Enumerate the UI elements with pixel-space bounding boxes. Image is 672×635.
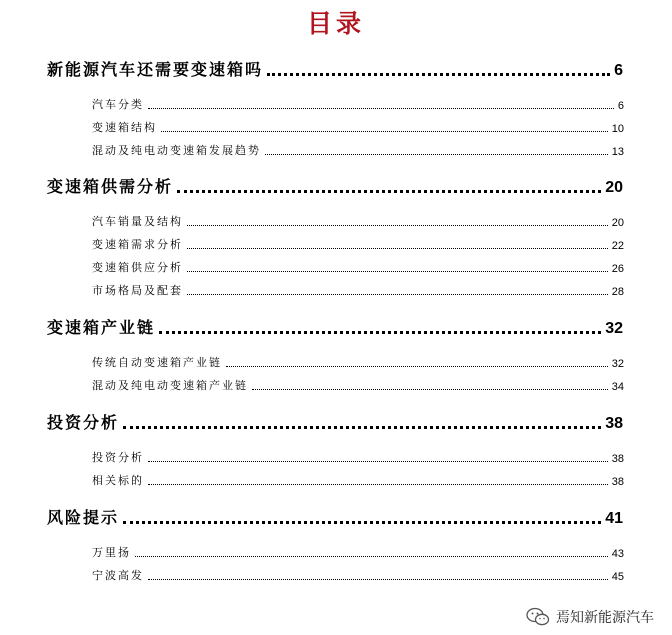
item-page: 28 [611, 286, 624, 298]
item-page: 20 [611, 217, 624, 229]
dot-leader [148, 107, 614, 109]
item-label: 相关标的 [92, 474, 144, 487]
section-page: 38 [605, 415, 623, 432]
dot-leader [187, 224, 608, 226]
toc-item[interactable] [92, 544, 624, 560]
item-label: 汽车销量及结构 [92, 215, 183, 228]
dot-leader [123, 425, 601, 429]
item-label: 投资分析 [92, 451, 144, 464]
toc-item[interactable] [92, 377, 624, 393]
section-label: 投资分析 [47, 413, 120, 432]
dot-leader [148, 578, 608, 580]
toc-item[interactable] [92, 142, 624, 158]
wechat-icon [526, 607, 550, 627]
item-page: 32 [611, 358, 624, 370]
item-page: 45 [611, 571, 624, 583]
item-page: 22 [611, 240, 624, 252]
item-label: 传统自动变速箱产业链 [92, 356, 222, 369]
section-page: 20 [605, 179, 623, 196]
toc-item[interactable] [92, 259, 624, 275]
item-page: 38 [611, 453, 624, 465]
section-page: 41 [605, 510, 623, 527]
watermark-text: 焉知新能源汽车 [556, 610, 654, 626]
dot-leader [135, 555, 608, 557]
section-page: 32 [605, 320, 623, 337]
dot-leader [148, 460, 608, 462]
item-page: 26 [611, 263, 624, 275]
dot-leader [148, 483, 608, 485]
item-label: 变速箱结构 [92, 121, 157, 134]
toc-item[interactable] [92, 282, 624, 298]
dot-leader [265, 153, 608, 155]
dot-leader [159, 330, 601, 334]
section-label: 风险提示 [47, 508, 120, 527]
dot-leader [267, 72, 610, 76]
toc-section-3[interactable] [47, 316, 623, 338]
toc-item[interactable] [92, 449, 624, 465]
toc-item[interactable] [92, 567, 624, 583]
section-label: 变速箱产业链 [47, 318, 156, 337]
item-label: 混动及纯电动变速箱发展趋势 [92, 144, 261, 157]
dot-leader [177, 189, 601, 193]
dot-leader [161, 130, 608, 132]
toc-item[interactable] [92, 96, 624, 112]
toc-item[interactable] [92, 472, 624, 488]
toc-title: 目录 [306, 9, 365, 38]
item-label: 混动及纯电动变速箱产业链 [92, 379, 248, 392]
toc-section-1[interactable] [47, 58, 623, 80]
toc-item[interactable] [92, 119, 624, 135]
item-page: 34 [611, 381, 624, 393]
toc-item[interactable] [92, 236, 624, 252]
toc-item[interactable] [92, 354, 624, 370]
item-label: 市场格局及配套 [92, 284, 183, 297]
item-page: 43 [611, 548, 624, 560]
item-label: 汽车分类 [92, 98, 144, 111]
item-page: 10 [611, 123, 624, 135]
item-label: 变速箱供应分析 [92, 261, 183, 274]
dot-leader [226, 365, 608, 367]
dot-leader [187, 293, 608, 295]
dot-leader [252, 388, 608, 390]
item-page: 6 [617, 100, 624, 112]
item-label: 变速箱需求分析 [92, 238, 183, 251]
toc-item[interactable] [92, 213, 624, 229]
section-page: 6 [614, 62, 623, 79]
item-page: 13 [611, 146, 624, 158]
dot-leader [123, 520, 601, 524]
item-page: 38 [611, 476, 624, 488]
toc-section-4[interactable] [47, 411, 623, 433]
toc-section-2[interactable] [47, 175, 623, 197]
section-label: 新能源汽车还需要变速箱吗 [47, 60, 264, 79]
item-label: 万里扬 [92, 546, 131, 559]
dot-leader [187, 270, 608, 272]
dot-leader [187, 247, 608, 249]
section-label: 变速箱供需分析 [47, 177, 174, 196]
item-label: 宁波高发 [92, 569, 144, 582]
toc-section-5[interactable] [47, 506, 623, 528]
watermark [526, 607, 654, 627]
